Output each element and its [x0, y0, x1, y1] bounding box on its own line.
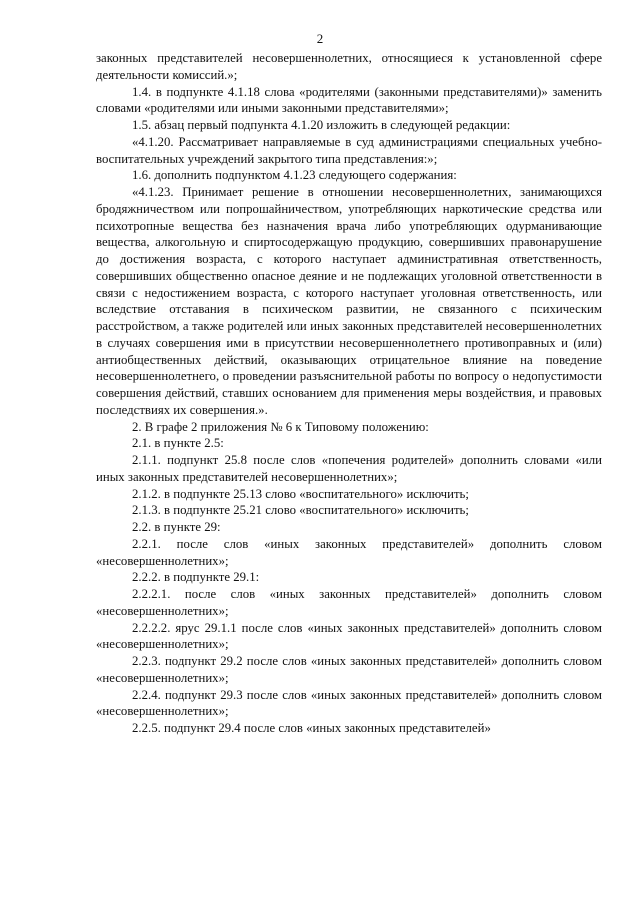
- document-body: [96, 50, 602, 737]
- paragraph: 2.2.2.2. ярус 29.1.1 после слов «иных законных представителей» дополнить словом «несовершеннолетних»;: [96, 620, 602, 652]
- paragraph: 2.2.3. подпункт 29.2 после слов «иных законных представителей» дополнить словом «несовершеннолетних»;: [96, 654, 602, 685]
- paragraph: 2.1.2. в подпункте 25.13 слово «воспитательного» исключить;: [132, 486, 469, 501]
- paragraph: «4.1.20. Рассматривает направляемые в суд администрациями специальных учебно-воспитательных учреждений закрытого типа представления:»;: [96, 134, 602, 166]
- paragraph: законных представителей несовершеннолетних, относящиеся к установленной сфере деятельности комиссий.»;: [96, 51, 602, 82]
- paragraph: 2. В графе 2 приложения № 6 к Типовому положению:: [132, 419, 429, 434]
- paragraph: 2.2.1. после слов «иных законных представителей» дополнить словом «несовершеннолетних»;: [96, 536, 602, 568]
- paragraph: 1.4. в подпункте 4.1.18 слова «родителями (законными представителями)» заменить словами «родителями или иными законными представителями»;: [96, 84, 602, 116]
- paragraph: 2.2.4. подпункт 29.3 после слов «иных законных представителей» дополнить словом «несовершеннолетних»;: [96, 687, 602, 719]
- page-number: 2: [316, 31, 324, 46]
- paragraph: 2.1.1. подпункт 25.8 после слов «попечения родителей» дополнить словами «или иных законных представителей несовершеннолетних»;: [96, 453, 602, 484]
- paragraph: 2.2.5. подпункт 29.4 после слов «иных законных представителей»: [132, 721, 491, 735]
- paragraph: 1.5. абзац первый подпункта 4.1.20 изложить в следующей редакции:: [132, 118, 511, 132]
- paragraph: 2.2. в пункте 29:: [132, 520, 221, 534]
- paragraph: 2.1.3. в подпункте 25.21 слово «воспитательного» исключить;: [132, 503, 469, 518]
- paragraph: 2.1. в пункте 2.5:: [132, 436, 224, 451]
- paragraph: «4.1.23. Принимает решение в отношении несовершеннолетних, занимающихся бродяжничеством или попрошайничеством, употребляющих наркотические средства или психотропные вещества без назначения врача либо употребляющих одурманивающие вещества, алкогольную и спиртосодержащую продукцию, совершивших правонарушение до достижения возраста, с которого наступает административная ответственность, совершивших общественно опасное деяние и не подлежащих уголовной ответственности в связи с недостижением возраста, с которого наступает уголовная ответственность, или вследствие отставания в психическом развитии, не связанного с психическим расстройством, а также родителей или иных законных представителей несовершеннолетних в случаях совершения ими в присутствии несовершеннолетнего противоправных и (или) антиобщественных действий, оказывающих отрицательное влияние на поведение несовершеннолетнего, о проведении разъяснительной работы по вопросу о недопустимости совершения действий, ставших основанием для применения меры воздействия, и правовых последствиях их совершения.».: [96, 185, 602, 417]
- paragraph: 2.2.2.1. после слов «иных законных представителей» дополнить словом «несовершеннолетних»;: [96, 587, 602, 618]
- paragraph: 1.6. дополнить подпунктом 4.1.23 следующего содержания:: [132, 168, 457, 183]
- paragraph: 2.2.2. в подпункте 29.1:: [132, 570, 260, 585]
